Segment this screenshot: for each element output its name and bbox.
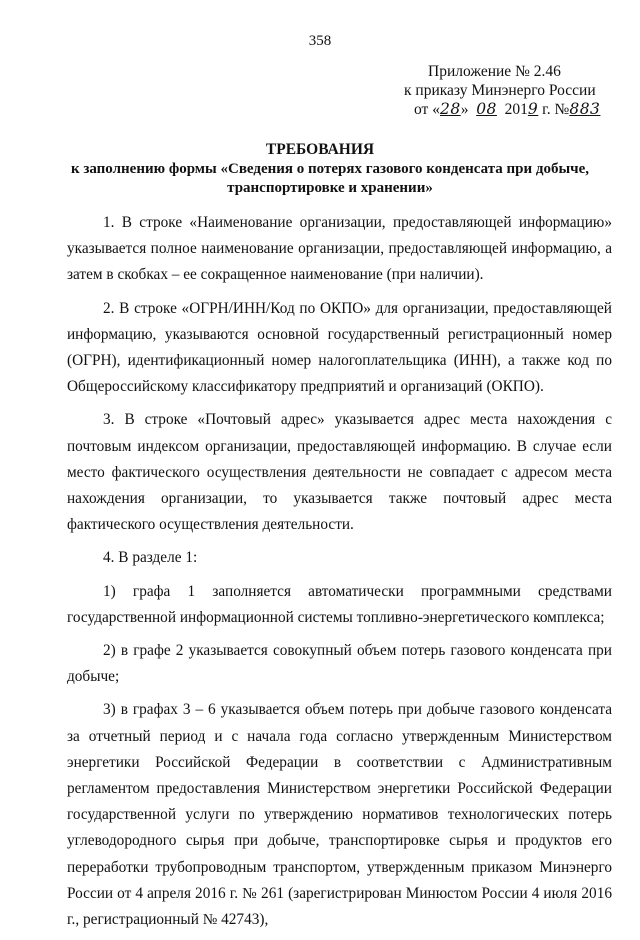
paragraph: 1. В строке «Наименование организации, предоставляющей информацию» указывается полное наименование организации, предоставляющей информацию, а затем в скобках – ее сокращенное наименование (при наличии). [67, 214, 612, 284]
paragraph: 4. В разделе 1: [103, 549, 198, 567]
date-quote-close: » [460, 101, 469, 118]
document-body [67, 210, 612, 940]
date-prefix: от « [414, 101, 440, 118]
paragraph: 3) в графах 3 – 6 указывается объем потерь при добыче газового конденсата за отчетный период и с начала года согласно утвержденным Министерством энергетики Российской Федерации в соответствии с Административным регламентом предоставления Министерством энергетики Российской Федерации государственной услуги по утверждению нормативов технологических потерь углеводородного сырья при добыче, транспортировке сырья и продуктов его переработки трубопроводным транспортом, утвержденным приказом Минэнерго России от 4 апреля 2016 г. № 261 (зарегистрирован Минюстом России 4 июля 2016 г., регистрационный № 42743), [67, 701, 612, 929]
paragraph: 2. В строке «ОГРН/ИНН/Код по ОКПО» для организации, предоставляющей информацию, указываются основной государственный регистрационный номер (ОГРН), идентификационный номер налогоплательщика (ИНН), а также код по Общероссийскому классификатору предприятий и организаций (ОКПО). [67, 299, 612, 396]
paragraph: 2) в графе 2 указывается совокупный объем потерь газового конденсата при добыче; [67, 642, 612, 686]
date-year-prefix: 201 [504, 101, 528, 118]
date-year-suffix: 9 [527, 100, 539, 118]
order-number-label: г. № [542, 101, 570, 118]
date-day: 28 [439, 100, 461, 118]
page-number: 358 [308, 33, 332, 49]
order-number: 883 [569, 100, 601, 118]
paragraph: 3. В строке «Почтовый адрес» указывается адрес места нахождения с почтовым индексом организации, предоставляющей информацию. В случае если место фактического осуществления деятельности не совпадает с адресом места нахождения организации, то указывается также почтовый адрес места фактического осуществления деятельности. [67, 411, 612, 534]
document-title: ТРЕБОВАНИЯ [265, 141, 375, 158]
appendix-title: Приложение № 2.46 [428, 63, 561, 80]
paragraph: 1) графа 1 заполняется автоматически программными средствами государственной информационной системы топливно-энергетического комплекса; [67, 582, 612, 626]
appendix-block [404, 62, 624, 119]
appendix-date-line [404, 100, 624, 119]
date-month: 08 [476, 100, 497, 118]
document-subtitle: к заполнению формы «Сведения о потерях газового конденсата при добыче, транспортировке и хранении» [70, 161, 590, 196]
appendix-order: к приказу Минэнерго России [404, 82, 596, 99]
